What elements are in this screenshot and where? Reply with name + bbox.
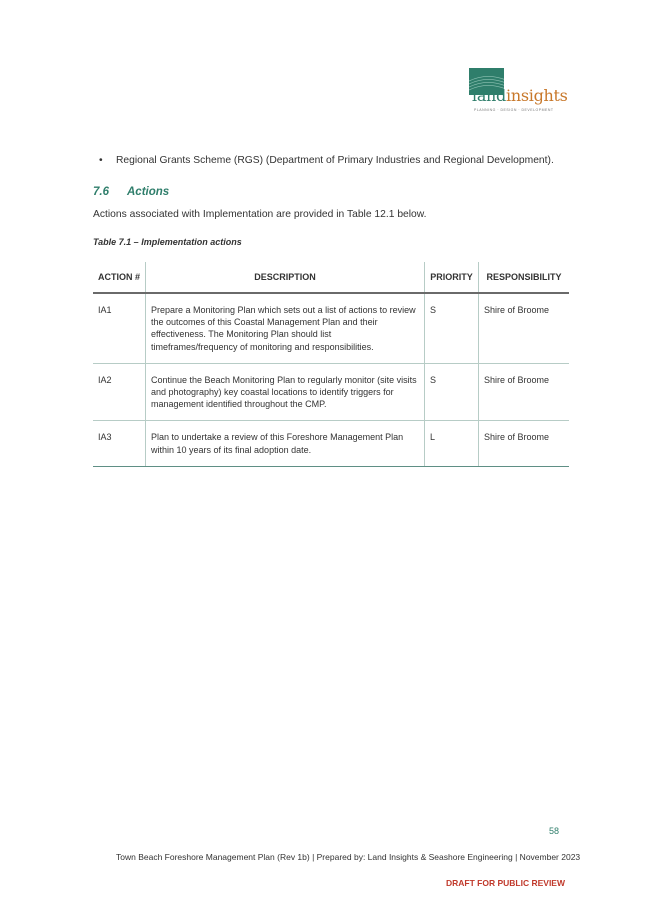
table-header-row [93, 262, 569, 293]
bullet-dot-icon: • [99, 155, 103, 166]
cell-description: Prepare a Monitoring Plan which sets out a list of actions to review the outcomes of this Coastal Management Plan and their effectiveness. The Monitoring Plan should list timeframes/frequency of monitoring and responsibilities. [146, 293, 425, 363]
cell-priority: L [425, 421, 479, 466]
table-caption: Table 7.1 – Implementation actions [93, 237, 242, 247]
cell-action: IA3 [93, 421, 146, 466]
table-row [93, 421, 569, 466]
cell-description: Continue the Beach Monitoring Plan to regularly monitor (site visits and photography) key coastal locations to identify triggers for management identified throughout the CMP. [146, 363, 425, 421]
cell-responsibility: Shire of Broome [479, 363, 570, 421]
table-row [93, 293, 569, 363]
bullet-item [99, 155, 554, 166]
cell-priority: S [425, 363, 479, 421]
cell-action: IA1 [93, 293, 146, 363]
logo-tagline: PLANNING · DESIGN · DEVELOPMENT [474, 108, 554, 112]
section-title: Actions [127, 186, 170, 198]
bullet-text: Regional Grants Scheme (RGS) (Department of Primary Industries and Regional Development). [116, 155, 554, 166]
footer-text: Town Beach Foreshore Management Plan (Rev 1b) | Prepared by: Land Insights & Seashore Engineering | November 2023 [116, 852, 581, 862]
logo-wordmark: landinsights [472, 86, 568, 105]
header-priority: PRIORITY [425, 262, 479, 293]
section-intro: Actions associated with Implementation are provided in Table 12.1 below. [93, 209, 427, 220]
table-row [93, 363, 569, 421]
cell-responsibility: Shire of Broome [479, 421, 570, 466]
section-number: 7.6 [93, 186, 109, 198]
section-heading [93, 186, 169, 198]
header-description: DESCRIPTION [146, 262, 425, 293]
implementation-actions-table [93, 262, 569, 467]
cell-action: IA2 [93, 363, 146, 421]
company-logo [466, 68, 568, 118]
cell-responsibility: Shire of Broome [479, 293, 570, 363]
cell-description: Plan to undertake a review of this Foreshore Management Plan within 10 years of its final adoption date. [146, 421, 425, 466]
cell-priority: S [425, 293, 479, 363]
draft-label: DRAFT FOR PUBLIC REVIEW [446, 878, 565, 888]
page-number: 58 [549, 826, 560, 836]
header-action: ACTION # [93, 262, 146, 293]
header-responsibility: RESPONSIBILITY [479, 262, 570, 293]
